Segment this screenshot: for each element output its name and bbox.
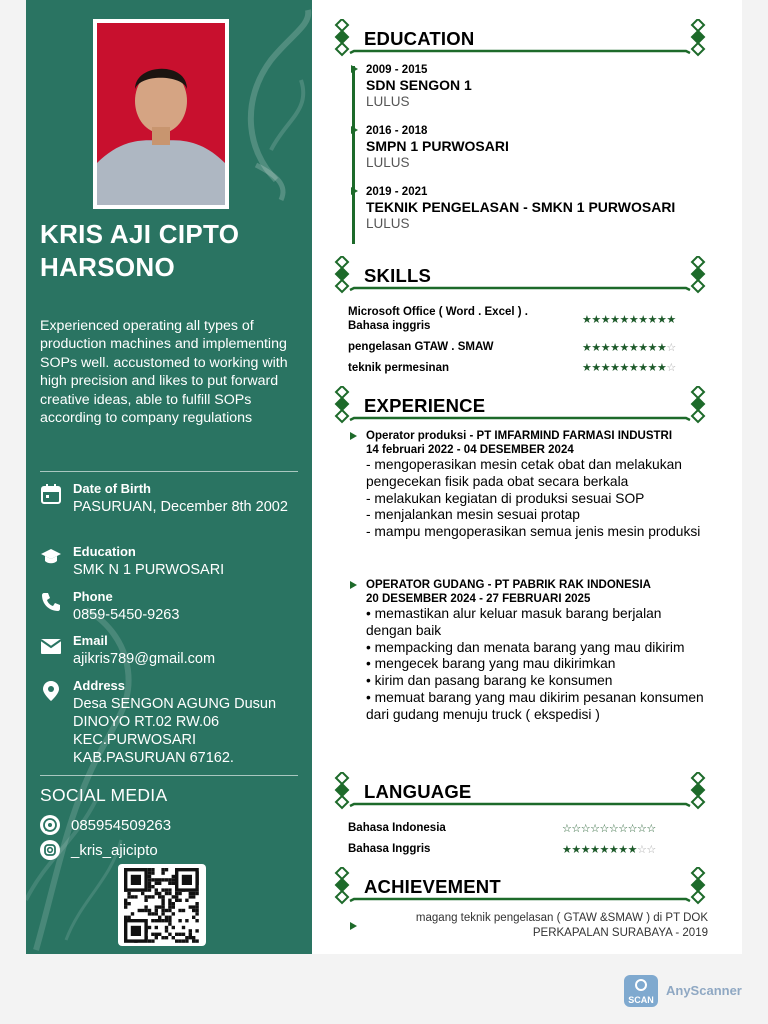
star-outline: ☆	[562, 823, 572, 835]
info-value: 0859-5450-9263	[73, 607, 180, 623]
section-title: ACHIEVEMENT	[364, 876, 501, 897]
section-header-language	[332, 772, 712, 810]
star-outline: ☆	[599, 823, 609, 835]
star-empty: ☆	[666, 342, 676, 354]
info-date-of-birth	[40, 481, 300, 531]
star-filled: ★	[657, 362, 667, 374]
language-name: Bahasa Inggris	[348, 843, 431, 855]
skill-name: teknik permesinan	[348, 362, 449, 374]
star-filled: ★	[647, 342, 657, 354]
info-label: Education	[73, 544, 136, 559]
bullet-marker	[350, 922, 357, 930]
job-dates: 20 DESEMBER 2024 - 27 FEBRUARI 2025	[366, 593, 591, 605]
divider	[40, 775, 298, 776]
section-title: SKILLS	[364, 265, 431, 286]
skill-rating	[582, 341, 676, 354]
star-filled: ★	[591, 342, 601, 354]
social-whatsapp[interactable]	[40, 815, 280, 837]
info-label: Date of Birth	[73, 481, 151, 496]
star-filled: ★	[571, 844, 581, 856]
education-timeline	[352, 66, 355, 244]
scanner-name: AnyScanner	[666, 983, 742, 998]
scanner-logo-icon: SCAN	[624, 975, 658, 1007]
star-filled: ★	[582, 362, 592, 374]
language-name: Bahasa Indonesia	[348, 822, 446, 834]
section-header-experience	[332, 386, 712, 424]
timeline-marker	[351, 187, 358, 195]
star-filled: ★	[610, 362, 620, 374]
star-filled: ★	[591, 314, 601, 326]
location-pin-icon	[40, 680, 62, 702]
info-education	[40, 544, 300, 584]
star-filled: ★	[600, 342, 611, 354]
job-title: Operator produksi - PT IMFARMIND FARMASI INDUSTRI	[366, 430, 673, 442]
profile-summary: Experienced operating all types of production machines and implementing SOPs well. accustomed to working with high precision and likes to put forward creative ideas, able to fulfill SOPs according to company regulations	[40, 318, 288, 427]
star-half: ★	[666, 314, 676, 326]
info-address	[40, 678, 300, 770]
star-empty: ☆	[646, 844, 656, 856]
info-label: Address	[73, 678, 126, 693]
graduation-cap-icon	[40, 546, 62, 568]
info-value: PASURUAN, December 8th 2002	[73, 499, 288, 515]
info-value: SMK N 1 PURWOSARI	[73, 562, 225, 578]
education-item: 2016 - 2018 SMPN 1 PURWOSARI LULUS	[366, 125, 509, 170]
language-rating	[562, 822, 656, 835]
star-filled: ★	[619, 342, 629, 354]
info-value: Desa SENGON AGUNG Dusun DINOYO RT.02 RW.06 KEC.PURWOSARI KAB.PASURUAN 67162.	[73, 696, 277, 766]
star-filled: ★	[590, 844, 600, 856]
star-filled: ★	[618, 844, 628, 856]
instagram-icon	[40, 840, 60, 860]
mail-icon	[40, 635, 62, 657]
star-filled: ★	[638, 314, 648, 326]
star-filled: ★	[647, 314, 657, 326]
section-title: LANGUAGE	[364, 781, 472, 802]
star-outline: ☆	[571, 823, 581, 835]
bullet-marker	[350, 432, 357, 440]
star-filled: ★	[628, 362, 639, 374]
whatsapp-number: 085954509263	[71, 817, 172, 834]
calendar-icon	[40, 483, 62, 505]
star-outline: ☆	[637, 823, 647, 835]
info-phone	[40, 589, 300, 629]
star-filled: ★	[600, 362, 611, 374]
education-item: 2019 - 2021 TEKNIK PENGELASAN - SMKN 1 PURWOSARI LULUS	[366, 186, 676, 231]
star-filled: ★	[628, 314, 639, 326]
star-filled: ★	[580, 844, 591, 856]
star-empty: ☆	[637, 844, 647, 856]
section-header-achievement	[332, 867, 712, 905]
sidebar	[26, 0, 312, 954]
instagram-handle: _kris_ajicipto	[71, 842, 158, 859]
info-label: Email	[73, 633, 108, 648]
star-filled: ★	[619, 362, 629, 374]
social-instagram[interactable]	[40, 840, 280, 862]
timeline-marker	[351, 126, 358, 134]
skill-rating	[582, 361, 676, 374]
star-filled: ★	[657, 314, 667, 326]
divider	[40, 471, 298, 472]
star-filled: ★	[619, 314, 629, 326]
language-rating	[562, 843, 656, 856]
job-dates: 14 februari 2022 - 04 DESEMBER 2024	[366, 444, 574, 456]
timeline-marker	[351, 65, 358, 73]
profile-photo	[93, 19, 229, 209]
star-outline: ☆	[646, 823, 656, 835]
section-title: EXPERIENCE	[364, 395, 486, 416]
section-header-skills	[332, 256, 712, 294]
star-filled: ★	[562, 844, 572, 856]
full-name: KRIS AJI CIPTO HARSONO	[40, 219, 240, 282]
skill-name: pengelasan GTAW . SMAW	[348, 341, 494, 353]
social-media-title: SOCIAL MEDIA	[40, 785, 168, 805]
star-outline: ☆	[627, 823, 637, 835]
star-filled: ★	[647, 362, 657, 374]
achievement-text: magang teknik pengelasan ( GTAW &SMAW ) di PT DOK PERKAPALAN SURABAYA - 2019	[415, 912, 708, 939]
star-filled: ★	[638, 362, 648, 374]
info-label: Phone	[73, 589, 113, 604]
job-title: OPERATOR GUDANG - PT PABRIK RAK INDONESIA	[366, 579, 651, 591]
star-outline: ☆	[608, 823, 619, 835]
star-filled: ★	[628, 342, 639, 354]
experience-item: Operator produksi - PT IMFARMIND FARMASI INDUSTRI 14 februari 2022 - 04 DESEMBER 2024 - mengoperasikan mesin cetak obat dan melakukan pengecekan fisik pada obat secara berkala - melakukan kegiatan di produksi sesuai SOP - menjalankan mesin sesuai protap - mampu mengoperasikan semua jenis mesin produksi	[366, 429, 711, 541]
section-title: EDUCATION	[364, 28, 475, 49]
experience-item: OPERATOR GUDANG - PT PABRIK RAK INDONESIA 20 DESEMBER 2024 - 27 FEBRUARI 2025 • memastikan alur keluar masuk barang berjalan dengan baik • mempacking dan menata barang yang mau dikirim • mengecek barang yang mau dikirimkan • kirim dan pasang barang ke konsumen • memuat barang yang mau dikirim pesanan konsumen dari gudang menuju truck ( ekspedisi )	[366, 578, 711, 724]
star-filled: ★	[608, 844, 619, 856]
star-filled: ★	[582, 314, 592, 326]
star-filled: ★	[600, 314, 611, 326]
star-empty: ☆	[666, 362, 676, 374]
star-filled: ★	[610, 342, 620, 354]
star-outline: ☆	[590, 823, 600, 835]
star-filled: ★	[582, 342, 592, 354]
star-filled: ★	[610, 314, 620, 326]
star-filled: ★	[591, 362, 601, 374]
star-filled: ★	[657, 342, 667, 354]
education-item: 2009 - 2015 SDN SENGON 1 LULUS	[366, 64, 472, 109]
whatsapp-icon	[40, 815, 60, 835]
star-filled: ★	[599, 844, 609, 856]
section-header-education	[332, 19, 712, 57]
star-filled: ★	[638, 342, 648, 354]
info-email	[40, 633, 300, 673]
bullet-marker	[350, 581, 357, 589]
star-half: ★	[627, 844, 637, 856]
star-outline: ☆	[618, 823, 628, 835]
skill-name: Microsoft Office ( Word . Excel ) . Bahasa inggris	[348, 306, 528, 332]
info-value: ajikris789@gmail.com	[73, 651, 216, 667]
star-outline: ☆	[580, 823, 591, 835]
phone-icon	[40, 591, 62, 613]
skill-rating	[582, 313, 676, 326]
qr-code	[118, 864, 206, 946]
